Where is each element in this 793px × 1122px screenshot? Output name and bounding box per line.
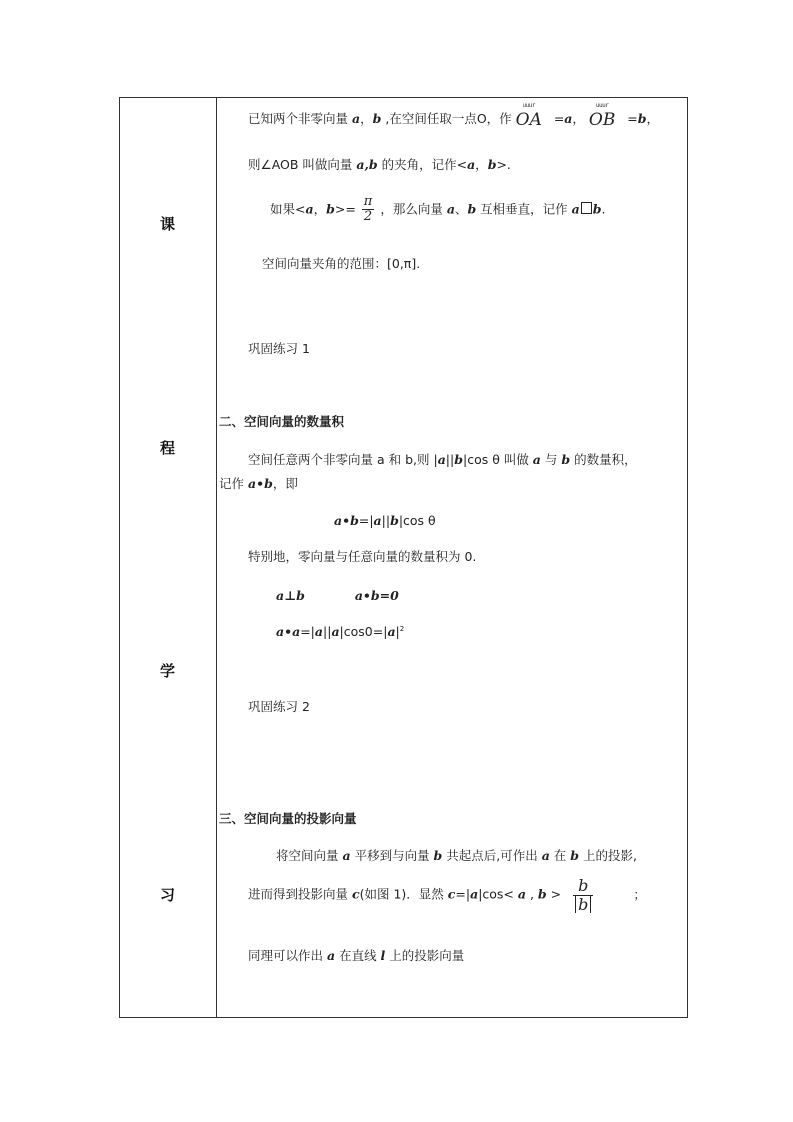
angle-range-text: 空间向量夹角的范围：[0,π]. [262,256,421,271]
perpendicular-definition: 如果<a，b>= $\frac{\pi}{2}$ ，那么向量 a、b 互相垂直，记作 a b. [270,194,606,225]
projection-description: 将空间向量 a 平移到与向量 b 共起点后,可作出 a 在 b 上的投影, [276,848,637,863]
vector-oa: uuur OA [515,102,542,130]
section-heading-projection: 三、空间向量的投影向量 [219,811,357,826]
vector-ob: uuur OB [588,102,616,130]
dot-product-definition: 空间任意两个非零向量 a 和 b,则 |a||b|cos θ 叫做 a 与 b 的数量积， [248,452,637,467]
dot-product-formula: a•b=|a||b|cos θ [334,513,436,528]
pi-over-2-fraction: $\frac{\pi}{2}$ [363,194,373,225]
perpendicular-symbol-box [581,202,592,214]
practice-2: 巩固练习 2 [248,699,310,714]
section-heading-dot-product: 二、空间向量的数量积 [219,414,345,429]
side-label-xi: 习 [160,886,176,904]
practice-1: 巩固练习 1 [248,341,310,356]
column-divider [216,97,217,1018]
self-dot-formula: $a•a=|a||a|\cos 0=|a|^2$ [276,624,405,640]
zero-vector-note: 特别地，零向量与任意向量的数量积为 0. [248,549,477,564]
definition-line-2: 则∠AOB 叫做向量 a,b 的夹角，记作<a，b>. [248,157,511,172]
side-label-cheng: 程 [160,439,176,457]
line-projection-note: 同理可以作出 a 在直线 l 上的投影向量 [248,948,465,963]
side-label-ke: 课 [160,215,176,233]
unit-vector-fraction: $\frac{b}{b}$ [573,877,593,913]
side-label-xue: 学 [160,662,176,680]
projection-vector-formula: 进而得到投影向量 c(如图 1)．显然 c=|a|cos< a , b > $\frac{b}{b}$ ； [248,876,646,914]
definition-line-1: 已知两个非零向量 a，b ,在空间任取一点O，作 uuur OA =a， uuur OB =b， [248,102,660,130]
perpendicular-equivalence: a⊥b a•b=0 [276,588,399,603]
dot-product-definition-cont: 记作 a•b，即 [219,476,298,491]
